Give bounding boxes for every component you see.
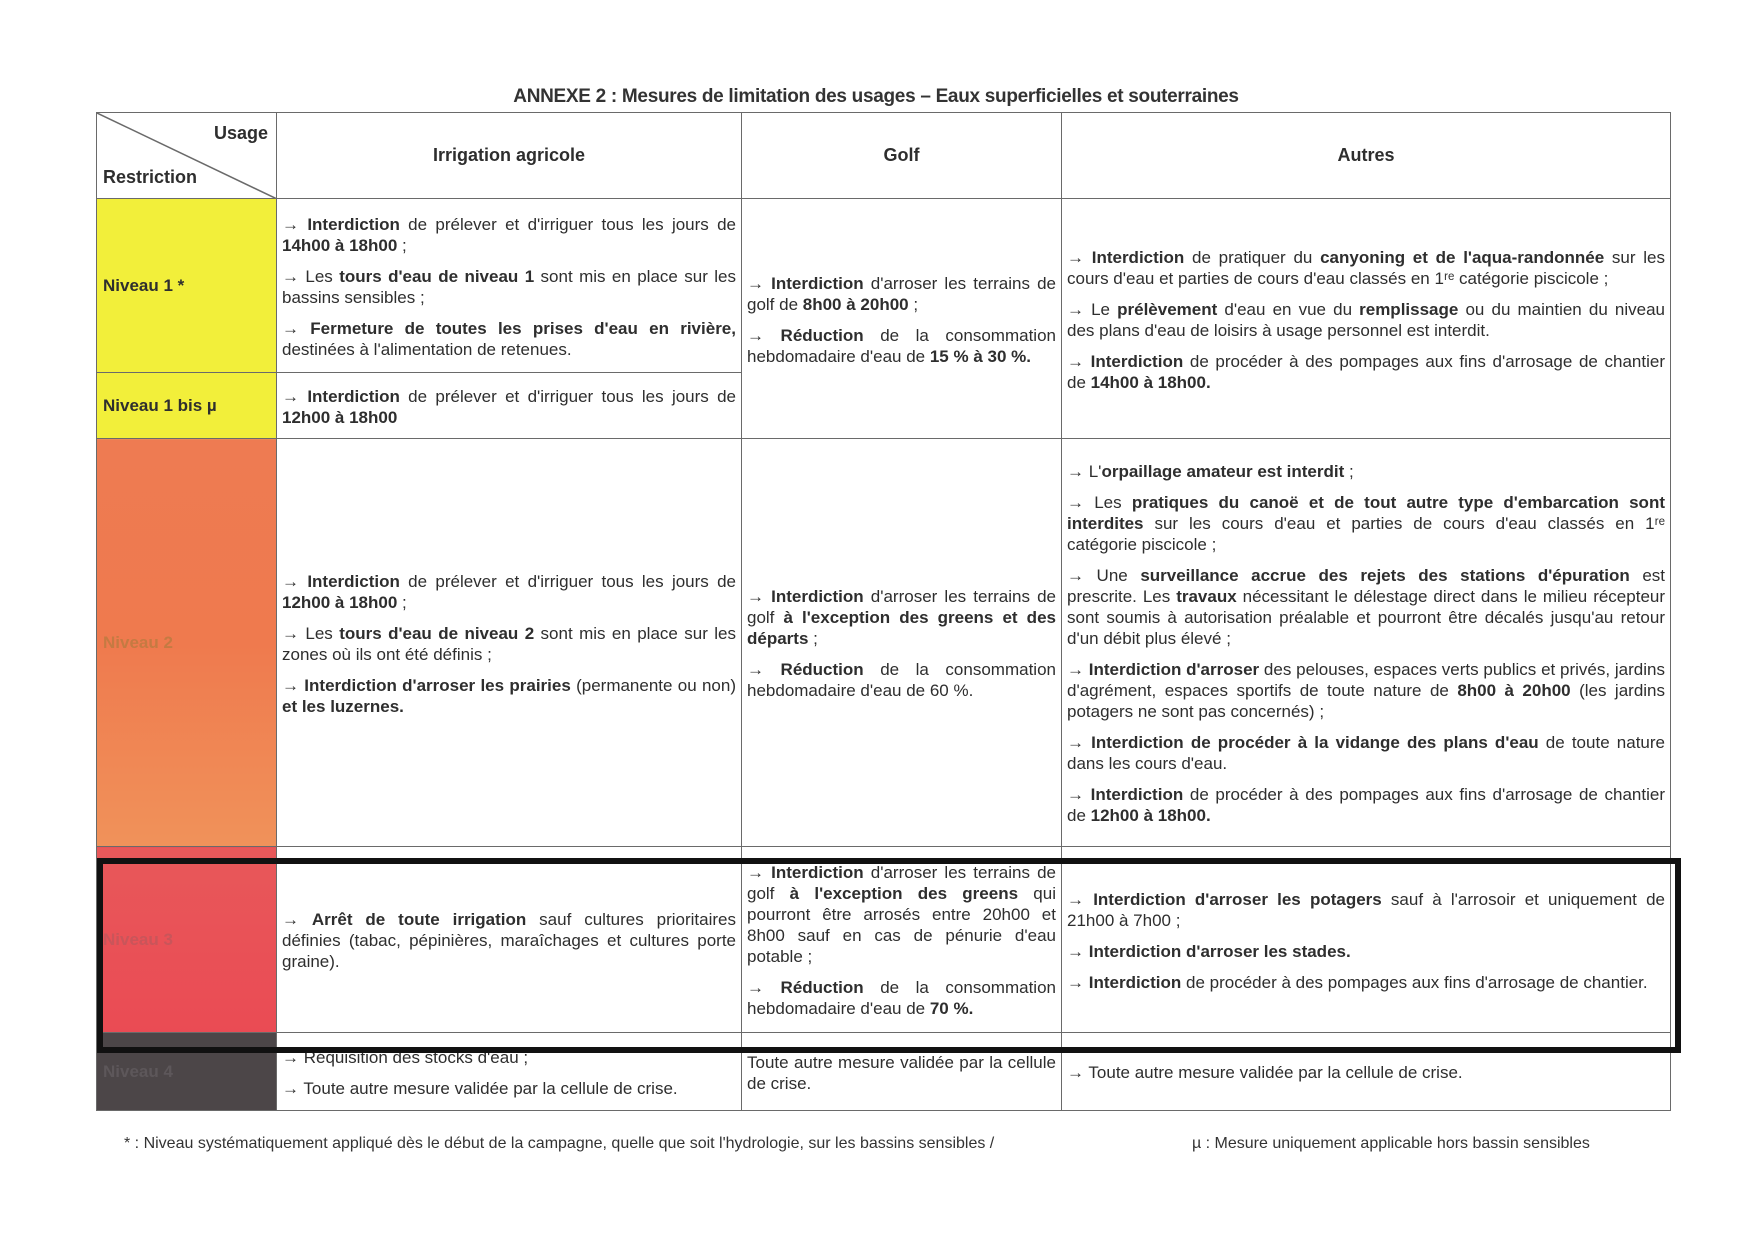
measure-item bbox=[282, 1047, 736, 1068]
cell-n3-autres bbox=[1062, 847, 1671, 1033]
measure-text: d'arroser les terrains de golf bbox=[747, 863, 1056, 903]
measure-item bbox=[282, 266, 736, 308]
measure-text: de procéder à des pompages aux fins d'arrosage de chantier. bbox=[1181, 972, 1648, 992]
measure-text: sauf à l'arrosoir et uniquement de 21h00 à 7h00 ; bbox=[1067, 889, 1665, 930]
measure-text: sont mis en place sur les bassins sensibles ; bbox=[282, 266, 736, 307]
col-header-golf: Golf bbox=[742, 113, 1062, 199]
measure-text: → bbox=[282, 675, 305, 695]
measure-text: surveillance accrue des rejets des stations d'épuration bbox=[1140, 566, 1630, 585]
measure-text: Interdiction bbox=[1090, 785, 1184, 804]
measure-text: → Le bbox=[1067, 299, 1118, 319]
measure-text: orpaillage amateur est interdit bbox=[1101, 462, 1345, 481]
measure-item bbox=[1067, 565, 1665, 649]
measure-item bbox=[1067, 351, 1665, 393]
footnote-mu: µ : Mesure uniquement applicable hors bassin sensibles bbox=[1192, 1135, 1590, 1152]
measure-text: de pratiquer du bbox=[1184, 247, 1321, 267]
measure-item bbox=[282, 214, 736, 256]
measure-text: qui pourront être arrosés entre 20h00 et 8h00 sauf en cas de pénurie d'eau potable ; bbox=[747, 884, 1056, 966]
measure-item bbox=[747, 1052, 1056, 1094]
measure-text: → Les bbox=[282, 623, 340, 643]
footnote-asterisk: * : Niveau systématiquement appliqué dès le début de la campagne, quelle que soit l'hydrologie, sur les bassins sensibles / bbox=[124, 1135, 995, 1152]
measure-item bbox=[282, 909, 736, 972]
measure-text: sauf cultures prioritaires définies (tabac, pépinières, maraîchages et cultures porte graine). bbox=[282, 910, 736, 971]
measure-item bbox=[1067, 889, 1665, 931]
measure-text: d'arroser les terrains de golf bbox=[747, 587, 1056, 627]
measure-item bbox=[282, 386, 736, 428]
measure-text: → bbox=[1067, 351, 1091, 371]
measure-text: → bbox=[1067, 660, 1089, 679]
measure-text: 12h00 à 18h00 bbox=[282, 592, 398, 612]
measure-item bbox=[1067, 247, 1665, 289]
measure-text: ou du maintien du niveau des plans d'eau de loisirs à usage personnel est interdit. bbox=[1067, 299, 1665, 340]
measure-item bbox=[747, 862, 1056, 967]
measure-text: (permanente ou non) bbox=[570, 675, 736, 695]
measure-text: → bbox=[747, 978, 781, 997]
measure-text: → Toute autre mesure validée par la cellule de crise. bbox=[1067, 1063, 1463, 1082]
measure-text: et les luzernes. bbox=[282, 696, 404, 716]
measure-item bbox=[747, 273, 1056, 315]
measure-item bbox=[1067, 941, 1665, 962]
measure-text: de prélever et d'irriguer tous les jours de bbox=[399, 214, 736, 234]
measure-item bbox=[282, 675, 736, 717]
measure-item bbox=[1067, 732, 1665, 774]
measure-text: → bbox=[282, 910, 312, 929]
measure-text: est prescrite. Les bbox=[1067, 566, 1665, 606]
measure-text: Toute autre mesure validée par la cellule de crise. bbox=[747, 1052, 1056, 1093]
corner-restriction-label: Restriction bbox=[103, 167, 198, 187]
level-label-n4 bbox=[97, 1033, 277, 1111]
level-label-n1: Niveau 1 * bbox=[97, 199, 277, 373]
measure-text: sur les cours d'eau et parties de cours d'eau classés en 1ʳᵉ catégorie piscicole ; bbox=[1067, 247, 1665, 288]
measure-text: → bbox=[282, 214, 308, 234]
measure-text: → Réquisition des stocks d'eau ; bbox=[282, 1047, 529, 1067]
measure-text: de la consommation hebdomadaire d'eau de bbox=[747, 978, 1056, 1018]
level-label-n4-text: Niveau 4 bbox=[103, 1062, 173, 1081]
measure-text: ; bbox=[397, 235, 407, 255]
measure-text: nécessitant le délestage direct dans le milieu récepteur sont soumis à autorisation préalable et pourront être décalés jusqu'au retour d'un débit plus élevé ; bbox=[1067, 587, 1666, 648]
measure-text: de procéder à des pompages aux fins d'arrosage de chantier de bbox=[1067, 785, 1665, 825]
measure-text: Réduction bbox=[780, 978, 864, 997]
measure-text: Interdiction bbox=[1090, 351, 1184, 371]
measure-text: Interdiction bbox=[307, 386, 400, 406]
measure-text: ; bbox=[1344, 462, 1354, 481]
measure-text: → bbox=[1067, 247, 1092, 267]
col-header-autres: Autres bbox=[1062, 113, 1671, 199]
measure-text: Interdiction d'arroser les prairies bbox=[304, 675, 571, 695]
row-niveau-2 bbox=[97, 439, 1671, 847]
measure-text: (les jardins potagers ne sont pas concernés) ; bbox=[1067, 681, 1666, 721]
measure-text: Arrêt de toute irrigation bbox=[311, 910, 527, 929]
measure-text: Réduction bbox=[780, 325, 864, 345]
measure-text: Interdiction bbox=[771, 273, 864, 293]
measure-text: → Les bbox=[1067, 493, 1132, 512]
measure-text: canyoning et de l'aqua-randonnée bbox=[1320, 247, 1605, 267]
measure-text: → L' bbox=[1067, 462, 1102, 481]
measure-item bbox=[747, 659, 1056, 701]
col-header-irrigation: Irrigation agricole bbox=[277, 113, 742, 199]
measure-text: Interdiction d'arroser les potagers bbox=[1093, 889, 1382, 909]
measure-text: → bbox=[282, 318, 311, 338]
level-label-n2: Niveau 2 bbox=[97, 439, 277, 847]
row-niveau-1 bbox=[97, 199, 1671, 373]
cell-n4-autres bbox=[1062, 1033, 1671, 1111]
measure-text: Interdiction bbox=[307, 214, 400, 234]
measure-text: d'arroser les terrains de golf de bbox=[747, 273, 1056, 314]
cell-n3-irrigation bbox=[277, 847, 742, 1033]
measure-text: à l'exception des greens bbox=[789, 884, 1019, 903]
cell-n3-golf bbox=[742, 847, 1062, 1033]
measure-text: 8h00 à 20h00 bbox=[802, 294, 909, 314]
measure-item bbox=[747, 977, 1056, 1019]
restrictions-table bbox=[96, 112, 1671, 1111]
measure-text: 14h00 à 18h00 bbox=[282, 235, 398, 255]
measure-text: d'eau en vue du bbox=[1217, 299, 1360, 319]
measure-item bbox=[747, 325, 1056, 367]
measure-text: Fermeture de toutes les prises d'eau en rivière, bbox=[310, 318, 736, 338]
measure-text: Interdiction bbox=[1088, 972, 1182, 992]
measure-text: Interdiction bbox=[307, 571, 400, 591]
measure-text: sont mis en place sur les zones où ils ont été définis ; bbox=[282, 623, 736, 664]
measure-text: tours d'eau de niveau 1 bbox=[339, 266, 535, 286]
measure-text: 8h00 à 20h00 bbox=[1457, 681, 1571, 700]
measure-text: → bbox=[1067, 972, 1089, 992]
measure-text: 15 % à 30 %. bbox=[929, 346, 1031, 366]
cell-n1-autres bbox=[1062, 199, 1671, 439]
measure-text: → bbox=[282, 571, 308, 591]
measure-text: destinées à l'alimentation de retenues. bbox=[282, 339, 572, 359]
measure-item bbox=[282, 1078, 736, 1099]
measure-item bbox=[747, 586, 1056, 649]
level-label-n1bis: Niveau 1 bis µ bbox=[97, 373, 277, 439]
measure-text: → bbox=[747, 273, 772, 293]
measure-text: de procéder à des pompages aux fins d'arrosage de chantier de bbox=[1067, 351, 1665, 392]
cell-n4-golf bbox=[742, 1033, 1062, 1111]
measure-text: remplissage bbox=[1359, 299, 1459, 319]
measure-text: de prélever et d'irriguer tous les jours de bbox=[399, 386, 736, 406]
measure-item bbox=[282, 318, 736, 360]
cell-n2-autres bbox=[1062, 439, 1671, 847]
measure-text: de la consommation hebdomadaire d'eau de 60 %. bbox=[747, 660, 1056, 700]
cell-n1bis-irrigation bbox=[277, 373, 742, 439]
measure-text: de toute nature dans les cours d'eau. bbox=[1067, 733, 1665, 773]
measure-text: → bbox=[1067, 941, 1089, 961]
measure-text: → bbox=[282, 386, 308, 406]
measure-text: → bbox=[747, 863, 772, 882]
measure-text: des pelouses, espaces verts publics et privés, jardins d'agrément, espaces sportifs de toute nature de bbox=[1067, 660, 1665, 700]
measure-text: 14h00 à 18h00. bbox=[1090, 372, 1211, 392]
cell-n2-golf bbox=[742, 439, 1062, 847]
measure-text: → bbox=[747, 587, 772, 606]
measure-text: 12h00 à 18h00 bbox=[282, 407, 398, 427]
measure-text: → bbox=[747, 325, 781, 345]
measure-text: → Les bbox=[282, 266, 340, 286]
measure-text: 12h00 à 18h00. bbox=[1090, 806, 1211, 825]
cell-n4-irrigation bbox=[277, 1033, 742, 1111]
measure-text: tours d'eau de niveau 2 bbox=[339, 623, 535, 643]
measure-item bbox=[282, 571, 736, 613]
measure-item bbox=[1067, 461, 1665, 482]
measure-item bbox=[1067, 659, 1665, 722]
measure-item bbox=[1067, 299, 1665, 341]
measure-item bbox=[1067, 972, 1665, 993]
measure-text: à l'exception des greens et des départs bbox=[747, 608, 1056, 648]
measure-text: → Une bbox=[1067, 566, 1141, 585]
measure-text: prélèvement bbox=[1117, 299, 1218, 319]
measure-item bbox=[1067, 492, 1665, 555]
measure-text: ; bbox=[808, 629, 818, 648]
cell-n2-irrigation bbox=[277, 439, 742, 847]
document-title: ANNEXE 2 : Mesures de limitation des usages – Eaux superficielles et souterraines bbox=[513, 86, 1239, 107]
measure-text: ; bbox=[397, 592, 407, 612]
measure-text: → Toute autre mesure validée par la cellule de crise. bbox=[282, 1078, 678, 1098]
measure-item bbox=[282, 623, 736, 665]
measure-text: Interdiction d'arroser les stades. bbox=[1088, 941, 1351, 961]
measure-text: ; bbox=[908, 294, 919, 314]
cell-n1-irrigation bbox=[277, 199, 742, 373]
level-label-n3: Niveau 3 bbox=[97, 847, 277, 1033]
measure-text: 70 %. bbox=[929, 999, 974, 1018]
measure-item bbox=[1067, 784, 1665, 826]
measure-text: → bbox=[747, 660, 781, 679]
measure-text: Interdiction bbox=[771, 587, 864, 606]
measure-text: Interdiction bbox=[771, 863, 864, 882]
measure-text: Interdiction d'arroser bbox=[1088, 660, 1260, 679]
measure-text: Interdiction de procéder à la vidange des plans d'eau bbox=[1091, 733, 1539, 752]
measure-text: Interdiction bbox=[1091, 247, 1185, 267]
measure-text: travaux bbox=[1176, 587, 1237, 606]
measure-text: → bbox=[1067, 733, 1092, 752]
measure-text: → bbox=[1067, 889, 1094, 909]
measure-text: de la consommation hebdomadaire d'eau de bbox=[747, 325, 1056, 366]
corner-header-cell bbox=[97, 113, 277, 199]
table-header-row bbox=[97, 113, 1671, 199]
measure-item bbox=[1067, 1062, 1665, 1083]
measure-text: → bbox=[1067, 785, 1091, 804]
measure-text: de prélever et d'irriguer tous les jours de bbox=[399, 571, 736, 591]
measure-text: sur les cours d'eau et parties de cours d'eau classés en 1ʳᵉ catégorie piscicole ; bbox=[1067, 514, 1665, 554]
corner-usage-label: Usage bbox=[213, 123, 268, 143]
measure-text: Réduction bbox=[780, 660, 864, 679]
row-niveau-4 bbox=[97, 1033, 1671, 1111]
measure-text: pratiques du canoë et de tout autre type d'embarcation sont interdites bbox=[1067, 493, 1665, 533]
row-niveau-3 bbox=[97, 847, 1671, 1033]
cell-n1-golf bbox=[742, 199, 1062, 439]
